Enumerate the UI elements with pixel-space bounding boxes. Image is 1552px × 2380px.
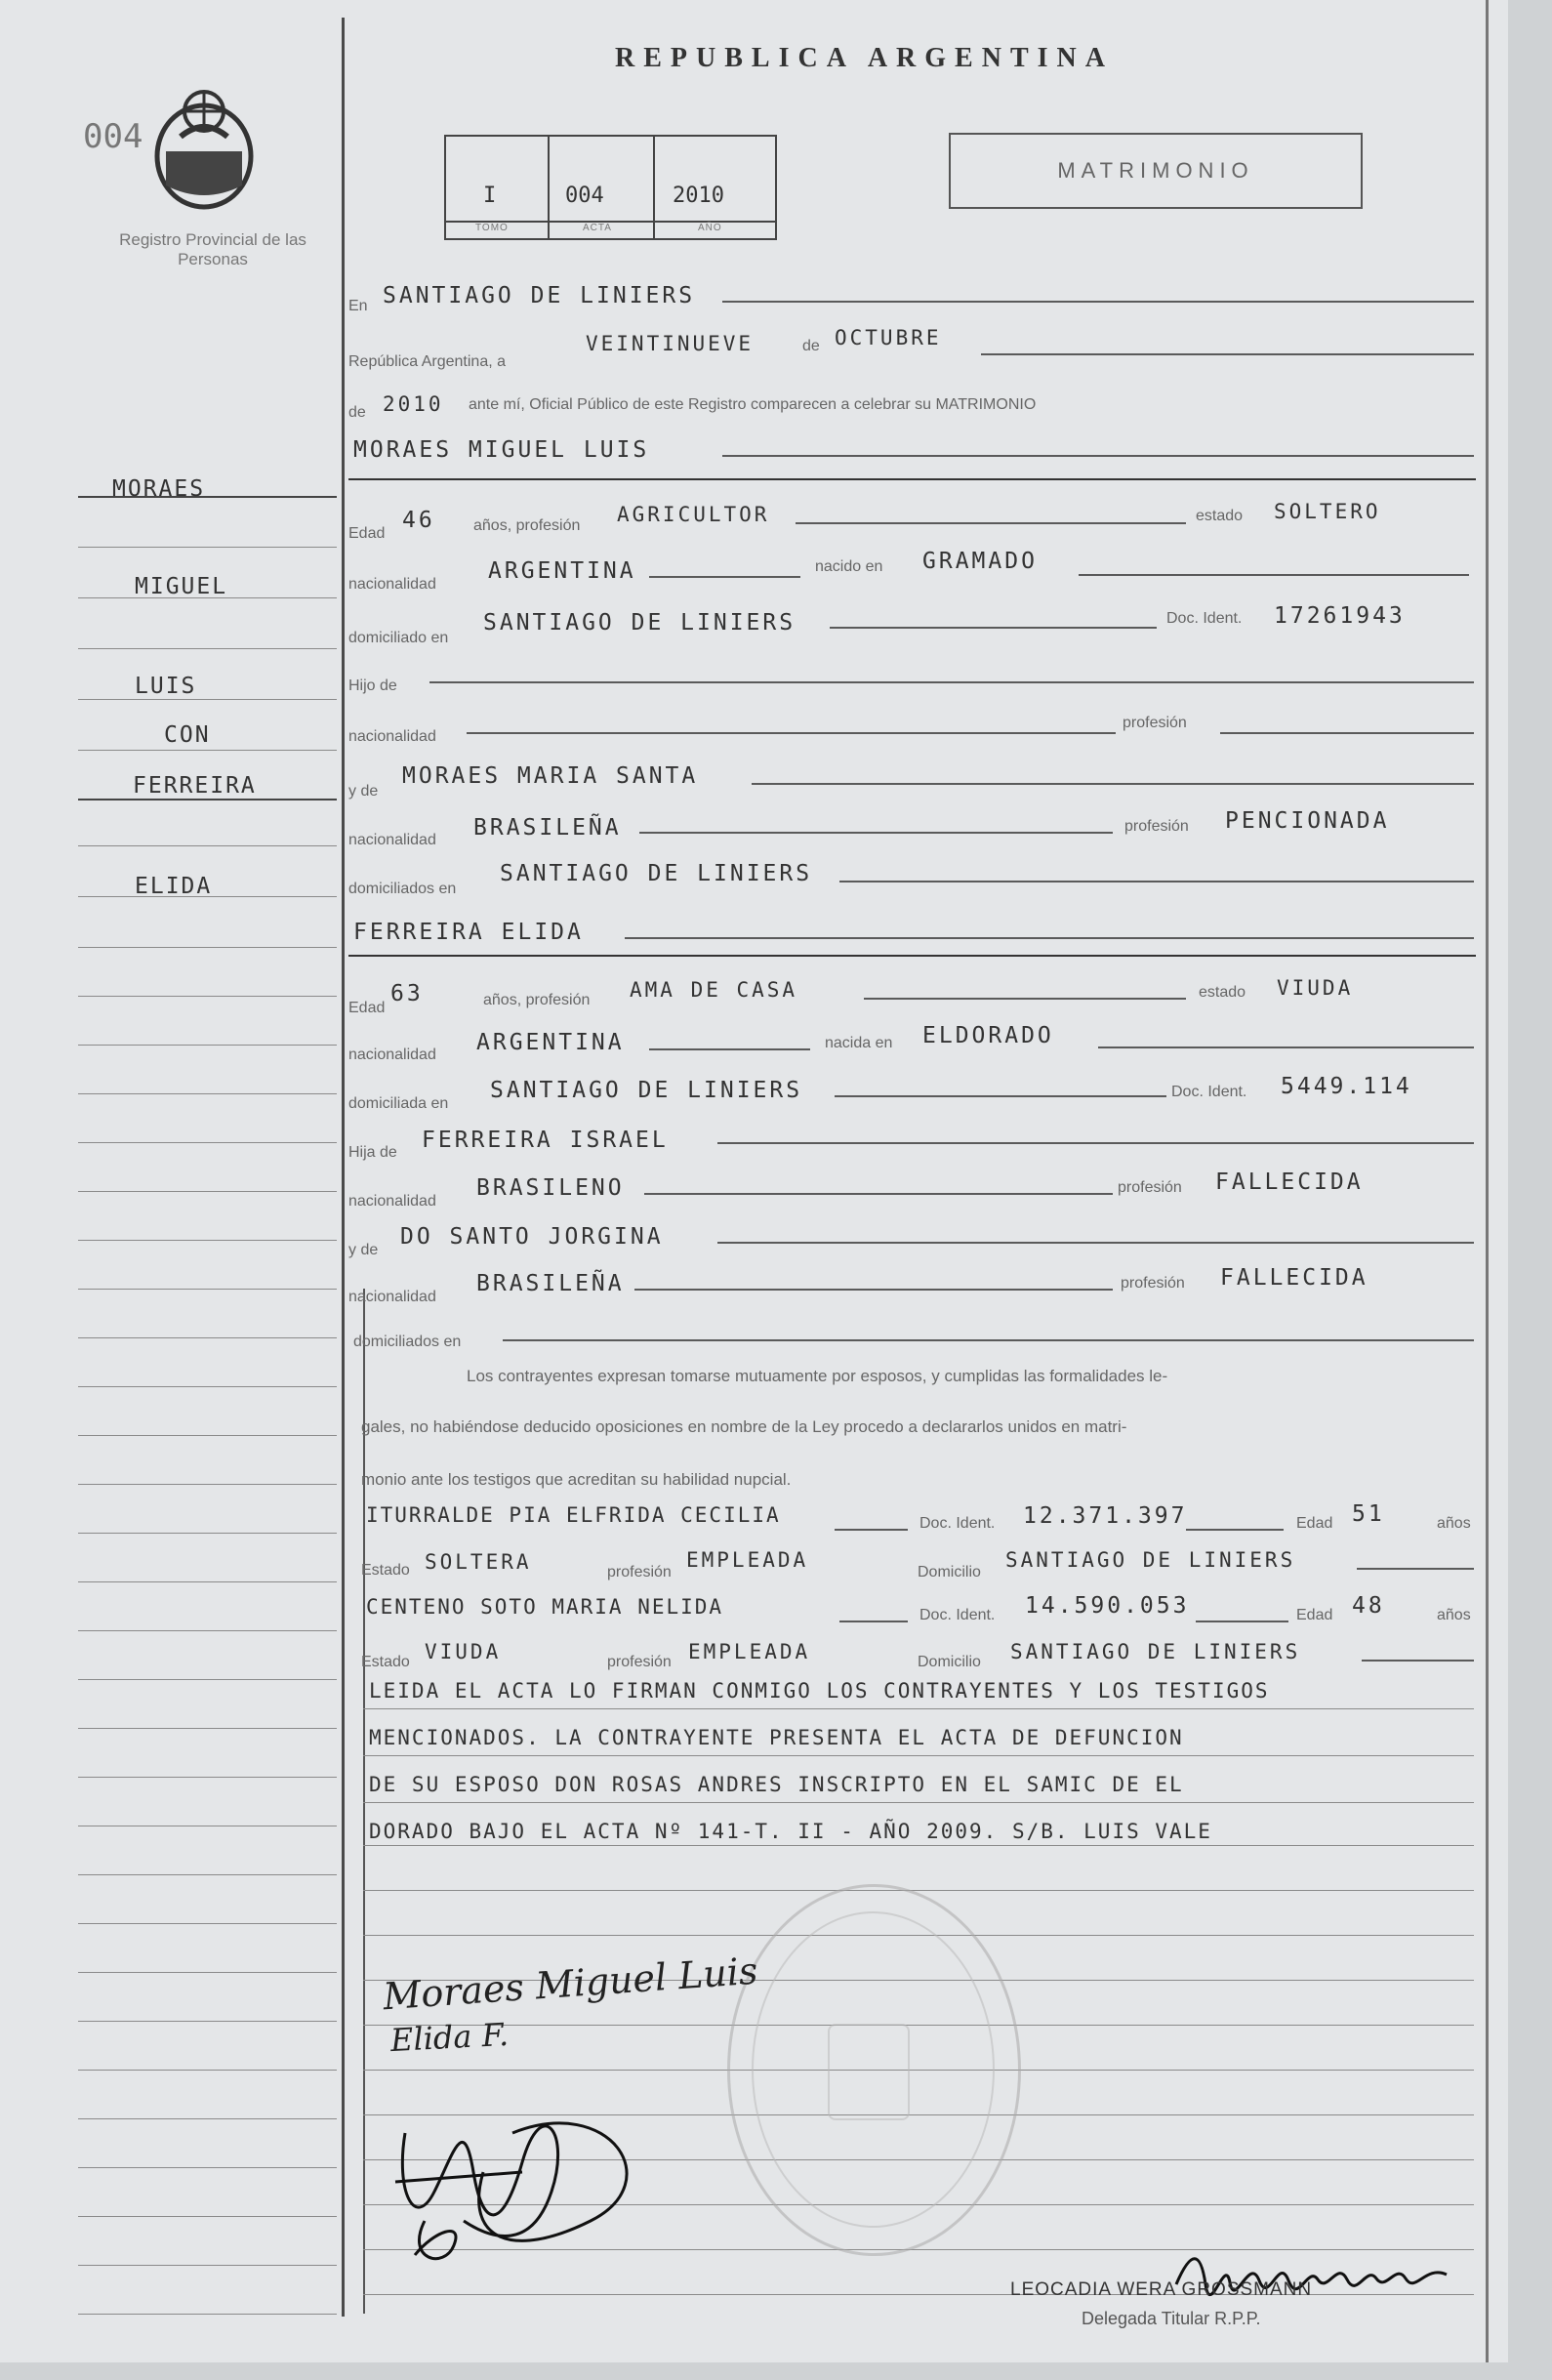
section-line [348,478,1476,480]
section-line [348,955,1476,957]
margin-line [78,2167,337,2168]
witness1-doc: 12.371.397 [1023,1503,1188,1529]
label-profesion: profesión [1121,1275,1185,1292]
margin-line [78,799,337,800]
acta-label: ACTA [583,223,612,233]
margin-line [78,1923,337,1924]
label-republica: República Argentina, a [348,353,506,370]
fill-line [1196,1621,1288,1622]
acta-value: 004 [565,184,604,208]
witness1-name: ITURRALDE PIA ELFRIDA CECILIA [366,1503,781,1527]
margin-line [78,750,337,751]
label-domiciliado: domiciliado en [348,630,449,646]
fill-line [722,301,1474,303]
label-doc: Doc. Ident. [919,1607,996,1623]
label-edad: Edad [1296,1515,1333,1532]
fill-line [1079,574,1469,576]
groom-signature: Moraes Miguel Luis [381,1949,759,2019]
margin-line [78,1972,337,1973]
margin-line [78,2118,337,2119]
ano-label: AÑO [698,223,722,233]
margin-line [78,1630,337,1631]
fill-line [835,1529,908,1531]
witness1-profesion: EMPLEADA [686,1548,809,1572]
margin-line [78,648,337,649]
margin-note: MORAES [112,476,206,502]
fill-line [864,998,1186,1000]
fill-line [625,937,1474,939]
margin-line [78,1289,337,1290]
registry-name: Registro Provincial de las Personas [119,230,306,268]
bride-nacionalidad: ARGENTINA [476,1030,625,1055]
margin-line [78,1386,337,1387]
label-hijo: Hijo de [348,677,397,694]
label-profesion: profesión [607,1654,672,1670]
witness2-profesion: EMPLEADA [688,1640,811,1663]
document-type-box: MATRIMONIO [949,133,1363,209]
fill-line [639,832,1113,834]
label-estado: estado [1196,508,1244,524]
bride-edad: 63 [390,981,424,1006]
coat-of-arms-icon [146,78,262,215]
label-edad: Edad [348,1000,386,1016]
groom-edad: 46 [402,508,435,533]
fill-line [717,1242,1474,1244]
label-nacionalidad: nacionalidad [348,1046,436,1063]
note-line: DE SU ESPOSO DON ROSAS ANDRES INSCRIPTO EN EL SAMIC DE EL [369,1773,1184,1796]
fill-line [752,783,1474,785]
margin-line [78,1484,337,1485]
label-estado: Estado [361,1654,410,1670]
groom-nacionalidad: ARGENTINA [488,558,636,584]
margin-note: CON [164,722,211,748]
ruled-line [363,1755,1474,1756]
bride-father: FERREIRA ISRAEL [422,1128,669,1153]
margin-line [78,2070,337,2071]
label-y-de: y de [348,1242,379,1258]
fill-line [503,1339,1474,1341]
witness1-estado: SOLTERA [425,1550,532,1574]
label-anos: años [1437,1515,1471,1532]
label-profesion: profesión [1124,818,1189,835]
country-title: REPUBLICA ARGENTINA [615,43,1114,73]
witness2-doc: 14.590.053 [1025,1593,1190,1619]
label-estado: estado [1199,984,1246,1001]
month-value: OCTUBRE [835,326,942,349]
label-hija: Hija de [348,1144,397,1161]
fill-line [429,681,1474,683]
fill-line [467,732,1116,734]
label-profesion: profesión [607,1564,672,1580]
bride-mother: DO SANTO JORGINA [400,1224,664,1250]
label-doc: Doc. Ident. [919,1515,996,1532]
registry-number: 004 [83,117,143,156]
declaration-line: Los contrayentes expresan tomarse mutuamente por esposos, y cumplidas las formalidades le- [467,1367,1168,1385]
tomo-label: TOMO [475,223,509,233]
witness2-edad: 48 [1352,1593,1385,1619]
fill-line [1186,1529,1284,1531]
margin-line [78,2216,337,2217]
fill-line [1357,1568,1474,1570]
witness-signature-scribble [376,2074,659,2279]
margin-line [78,547,337,548]
fill-line [796,522,1186,524]
margin-line [78,947,337,948]
label-domicilio: Domicilio [918,1564,981,1580]
official-role: Delegada Titular R.P.P. [1082,2309,1261,2328]
margin-note: MIGUEL [135,574,228,599]
label-doc: Doc. Ident. [1166,610,1243,627]
margin-line [78,2021,337,2022]
margin-line [78,1581,337,1582]
label-domiciliada: domiciliada en [348,1095,449,1112]
fill-line [717,1142,1474,1144]
fill-line [722,455,1474,457]
ruled-line [363,1845,1474,1846]
margin-line [78,699,337,700]
intro-statement: ante mí, Oficial Público de este Registro comparecen a celebrar su MATRIMONIO [469,396,1037,413]
margin-line [78,1435,337,1436]
groom-nacido: GRAMADO [922,549,1038,574]
bride-mother-nacionalidad: BRASILEÑA [476,1271,625,1296]
fill-line [839,881,1474,882]
fill-line [644,1193,1113,1195]
page-edge [1486,0,1489,2362]
label-profesion: profesión [1118,1179,1182,1196]
margin-line [78,1728,337,1729]
note-line: LEIDA EL ACTA LO FIRMAN CONMIGO LOS CONTRAYENTES Y LOS TESTIGOS [369,1679,1270,1703]
official-stamp [727,1884,1021,2256]
groom-mother: MORAES MARIA SANTA [402,763,699,789]
tomo-acta-ano-box [444,135,777,240]
bride-name: FERREIRA ELIDA [353,920,584,945]
margin-note: FERREIRA [133,773,257,799]
groom-domicilio: SANTIAGO DE LINIERS [483,610,796,636]
margin-line [78,1191,337,1192]
witness1-edad: 51 [1352,1501,1385,1527]
label-doc: Doc. Ident. [1171,1084,1247,1100]
declaration-line: gales, no habiéndose deducido oposiciones en nombre de la Ley procedo a declararlos unidos en matri- [361,1417,1127,1436]
margin-line [78,1240,337,1241]
fill-line [649,576,800,578]
label-anos-profesion: años, profesión [473,517,581,534]
bride-doc: 5449.114 [1281,1074,1412,1099]
label-domiciliados: domiciliados en [353,1334,462,1350]
ano-value: 2010 [673,184,724,208]
day-value: VEINTINUEVE [586,332,755,355]
margin-line [78,1337,337,1338]
declaration-line: monio ante los testigos que acreditan su habilidad nupcial. [361,1470,792,1489]
bride-nacida: ELDORADO [922,1023,1054,1048]
bride-profesion: AMA DE CASA [630,978,798,1002]
fill-line [1220,732,1474,734]
label-estado: Estado [361,1562,410,1579]
label-anos-profesion: años, profesión [483,992,591,1008]
label-nacionalidad: nacionalidad [348,728,436,745]
bride-father-nacionalidad: BRASILENO [476,1175,625,1201]
fill-line [634,1289,1113,1291]
witness2-name: CENTENO SOTO MARIA NELIDA [366,1595,724,1619]
fill-line [839,1621,908,1622]
year-value: 2010 [383,392,444,416]
margin-line [78,1679,337,1680]
label-domicilio: Domicilio [918,1654,981,1670]
witness2-domicilio: SANTIAGO DE LINIERS [1010,1640,1301,1663]
label-nacionalidad: nacionalidad [348,832,436,848]
fill-line [1362,1660,1474,1662]
ruled-line [363,1890,1474,1891]
label-domiciliados: domiciliados en [348,881,457,897]
margin-note: LUIS [135,674,197,699]
margin-line [78,996,337,997]
witness2-estado: VIUDA [425,1640,502,1663]
groom-parents-domicilio: SANTIAGO DE LINIERS [500,861,813,886]
label-y-de: y de [348,783,379,800]
groom-mother-nacionalidad: BRASILEÑA [473,815,622,841]
ruled-line [363,1708,1474,1709]
fill-line [830,627,1157,629]
place-value: SANTIAGO DE LINIERS [383,283,696,308]
groom-mother-profesion: PENCIONADA [1225,808,1390,834]
label-nacionalidad: nacionalidad [348,576,436,593]
groom-name: MORAES MIGUEL LUIS [353,437,650,463]
label-nacida: nacida en [825,1035,893,1051]
margin-line [78,845,337,846]
tomo-value: I [483,184,497,208]
margin-line [78,1093,337,1094]
label-nacionalidad: nacionalidad [348,1289,436,1305]
label-profesion: profesión [1123,715,1187,731]
groom-estado: SOLTERO [1274,500,1381,523]
margin-line [78,1142,337,1143]
label-de: de [802,338,820,354]
label-en: En [348,298,368,314]
margin-line [78,1874,337,1875]
ruled-line [363,1802,1474,1803]
margin-note: ELIDA [135,874,213,899]
bride-estado: VIUDA [1277,976,1354,1000]
note-line: MENCIONADOS. LA CONTRAYENTE PRESENTA EL ACTA DE DEFUNCION [369,1726,1184,1749]
label-nacionalidad: nacionalidad [348,1193,436,1210]
fill-line [649,1048,810,1050]
official-name: LEOCADIA WERA GROSSMANN [1010,2279,1313,2300]
fill-line [835,1095,1166,1097]
label-edad: Edad [348,525,386,542]
stamp-seal-icon [828,2024,910,2120]
margin-line [78,1533,337,1534]
margin-line [78,1777,337,1778]
label-nacido: nacido en [815,558,883,575]
margin-line [78,2265,337,2266]
witness1-domicilio: SANTIAGO DE LINIERS [1005,1548,1296,1572]
label-anos: años [1437,1607,1471,1623]
groom-profesion: AGRICULTOR [617,503,770,526]
bride-mother-profesion: FALLECIDA [1220,1265,1368,1291]
groom-doc: 17261943 [1274,603,1406,629]
margin-line [78,2314,337,2315]
margin-line [78,1045,337,1046]
label-year-de: de [348,404,366,421]
margin-divider [342,18,345,2317]
bride-father-profesion: FALLECIDA [1215,1169,1364,1195]
label-edad: Edad [1296,1607,1333,1623]
bride-domicilio: SANTIAGO DE LINIERS [490,1078,803,1103]
note-line: DORADO BAJO EL ACTA Nº 141-T. II - AÑO 2009. S/B. LUIS VALE [369,1820,1212,1843]
bride-signature: Elida F. [389,2015,510,2060]
fill-line [981,353,1474,355]
fill-line [1098,1046,1474,1048]
